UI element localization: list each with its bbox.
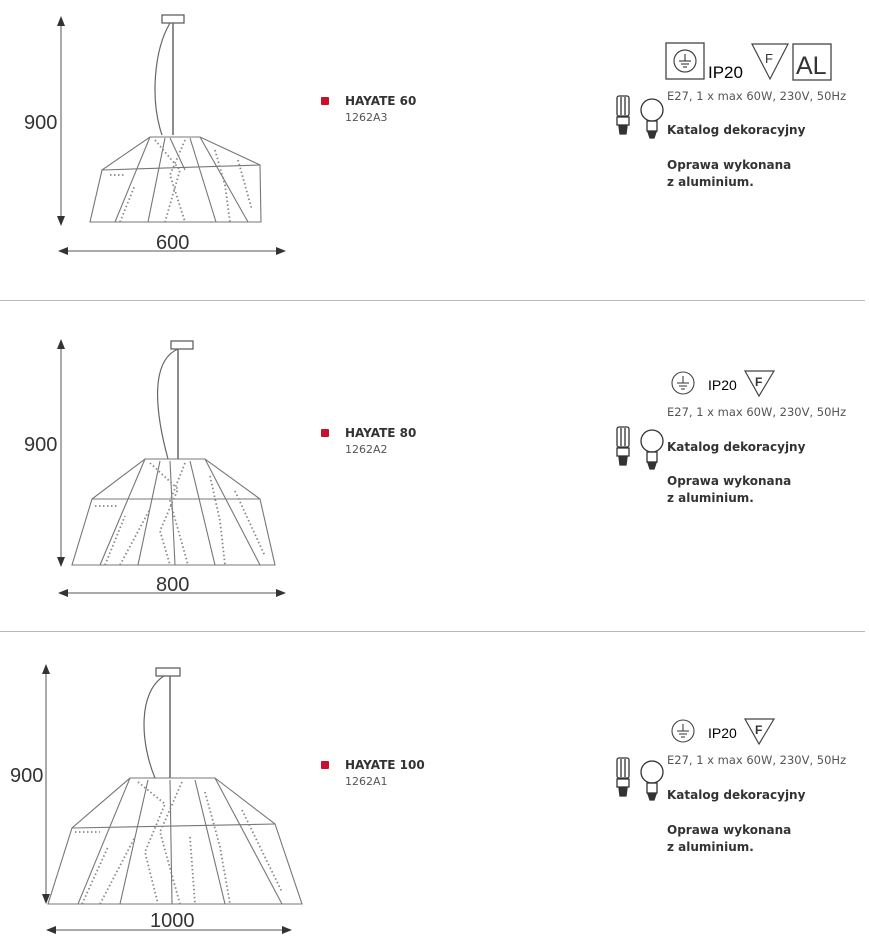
width-dimension: 1000 [150, 910, 195, 932]
product-row-hayate-60 [0, 0, 869, 300]
ip-rating: IP20 [708, 377, 737, 393]
ip-rating: IP20 [708, 725, 737, 741]
description-line-2: z aluminium. [667, 175, 754, 189]
description [667, 473, 791, 507]
description [667, 822, 791, 856]
f-mark-label: F [765, 51, 773, 66]
catalog-label: Katalog dekoracyjny [667, 440, 806, 454]
f-mark-icon [752, 44, 788, 79]
energy-saving-bulb-icon [617, 427, 629, 465]
product-name: HAYATE 100 [345, 758, 425, 772]
f-mark-icon [745, 719, 774, 744]
product-name: HAYATE 80 [345, 426, 417, 440]
catalog-label: Katalog dekoracyjny [667, 123, 806, 137]
bulb-icons [612, 94, 668, 142]
product-name: HAYATE 60 [345, 94, 417, 108]
bullet-icon [321, 97, 329, 105]
bullet-icon [321, 429, 329, 437]
earth-icon [672, 720, 694, 742]
product-code: 1262A3 [345, 111, 388, 124]
product-code: 1262A2 [345, 443, 388, 456]
description-line-1: Oprawa wykonana [667, 474, 792, 488]
incandescent-bulb-icon [641, 761, 663, 800]
description-line-1: Oprawa wykonana [667, 823, 792, 837]
height-dimension: 900 [10, 765, 44, 787]
spec-symbols [668, 716, 788, 748]
energy-saving-bulb-icon [617, 758, 629, 796]
incandescent-bulb-icon [641, 430, 663, 469]
electrical-spec: E27, 1 x max 60W, 230V, 50Hz [667, 89, 847, 103]
electrical-spec: E27, 1 x max 60W, 230V, 50Hz [667, 405, 847, 419]
bulb-icons [612, 425, 668, 473]
f-mark-icon [745, 371, 774, 396]
aluminium-badge [793, 44, 831, 80]
lamp-drawing [20, 632, 320, 938]
product-row-hayate-80 [0, 301, 869, 631]
f-mark-label: F [755, 375, 763, 389]
electrical-spec: E27, 1 x max 60W, 230V, 50Hz [667, 753, 847, 767]
ip-rating: IP20 [708, 63, 743, 82]
incandescent-bulb-icon [641, 99, 663, 138]
description-line-1: Oprawa wykonana [667, 158, 792, 172]
description-line-2: z aluminium. [667, 491, 754, 505]
product-row-hayate-100 [0, 632, 869, 940]
earth-icon [672, 372, 694, 394]
protection-class-earth-icon [666, 43, 704, 79]
energy-saving-bulb-icon [617, 96, 629, 134]
product-code: 1262A1 [345, 775, 388, 788]
description-line-2: z aluminium. [667, 840, 754, 854]
height-dimension: 900 [24, 434, 58, 456]
bullet-icon [321, 761, 329, 769]
width-dimension: 600 [156, 232, 190, 254]
spec-symbols [668, 368, 788, 400]
width-dimension: 800 [156, 574, 190, 596]
height-dimension: 900 [24, 112, 58, 134]
bulb-icons [612, 756, 668, 804]
aluminium-label: AL [796, 52, 827, 80]
spec-symbols [665, 41, 845, 86]
description [667, 157, 791, 191]
f-mark-label: F [755, 723, 763, 737]
catalog-label: Katalog dekoracyjny [667, 788, 806, 802]
